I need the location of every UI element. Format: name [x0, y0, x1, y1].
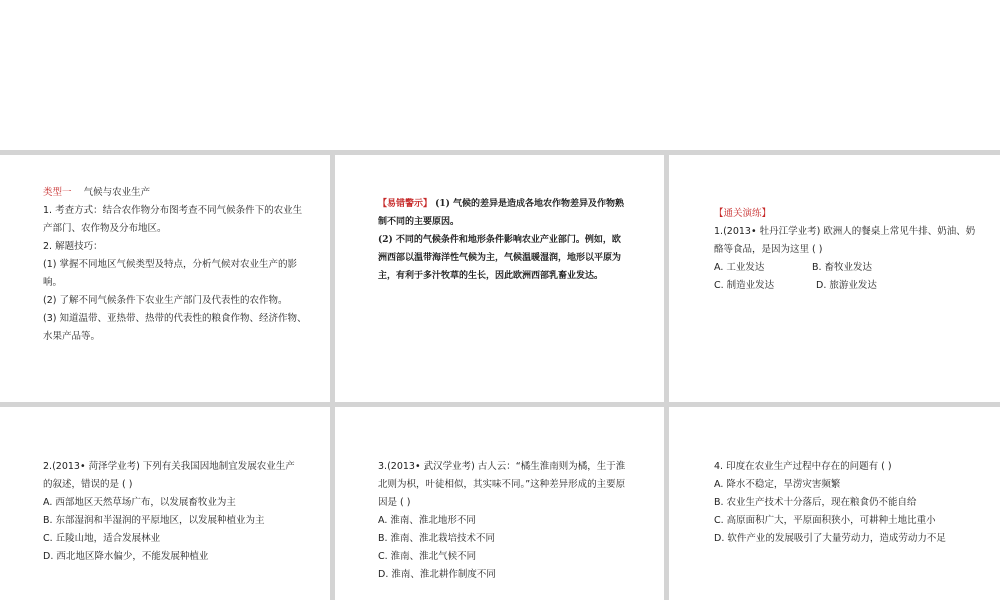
- option-c: C. 丘陵山地，适合发展林业: [43, 533, 161, 544]
- question-line: 2.(2013• 菏泽学业考) 下列有关我国因地制宜发展农业生产: [43, 461, 295, 472]
- panel1-line: 响。: [43, 277, 63, 288]
- panel1-line: 2. 解题技巧：: [43, 241, 103, 252]
- option-c: C. 制造业发达: [714, 280, 775, 291]
- panel1-line: (1) 掌握不同地区气候类型及特点，分析气候对农业生产的影: [43, 259, 297, 270]
- panel-practice-q1: [714, 205, 994, 295]
- question-line: 因是 ( ): [378, 497, 411, 508]
- panel1-line: 1. 考查方式：结合农作物分布图考查不同气候条件下的农业生: [43, 205, 303, 216]
- heading-tag: 类型一: [43, 187, 72, 198]
- panel-practice-q4: [714, 458, 994, 548]
- option-a: A. 工业发达: [714, 262, 765, 273]
- option-b: B. 畜牧业发达: [812, 262, 873, 273]
- panel1-line: (3) 知道温带、亚热带、热带的代表性的粮食作物、经济作物、: [43, 313, 307, 324]
- panel2-first-line: [378, 195, 660, 213]
- divider-top: [0, 150, 1000, 155]
- panel2-line: 主，有利于多汁牧草的生长，因此欧洲西部乳畜业发达。: [378, 271, 604, 281]
- option-d: D. 淮南、淮北耕作制度不同: [378, 569, 496, 580]
- option-row: [714, 277, 994, 295]
- option-a: A. 淮南、淮北地形不同: [378, 515, 476, 526]
- option-c: C. 高原面积广大，平原面积狭小，可耕种土地比重小: [714, 515, 936, 526]
- option-c: C. 淮南、淮北气候不同: [378, 551, 477, 562]
- warning-text: (1) 气候的差异是造成各地农作物差异及作物熟: [432, 199, 625, 209]
- panel2-line: 制不同的主要原因。: [378, 217, 460, 227]
- option-b: B. 农业生产技术十分落后，现在粮食仍不能自给: [714, 497, 917, 508]
- option-b: B. 淮南、淮北栽培技术不同: [378, 533, 496, 544]
- panel1-line: (2) 了解不同气候条件下农业生产部门及代表性的农作物。: [43, 295, 288, 306]
- question-line: 北则为枳，叶徒相似，其实味不同。”这种差异形成的主要原: [378, 479, 626, 490]
- option-a: A. 降水不稳定，旱涝灾害频繁: [714, 479, 841, 490]
- question-line: 4. 印度在农业生产过程中存在的问题有 ( ): [714, 461, 892, 472]
- divider-left: [330, 150, 335, 600]
- option-d: D. 旅游业发达: [816, 280, 877, 291]
- panel-climate-agriculture: [43, 184, 325, 346]
- practice-tag: 【通关演练】: [714, 208, 772, 219]
- question-line: 3.(2013• 武汉学业考) 古人云：“橘生淮南则为橘，生于淮: [378, 461, 626, 472]
- panel1-heading: [43, 184, 325, 202]
- panel-error-warning: [378, 195, 660, 285]
- panel2-line: (2) 不同的气候条件和地形条件影响农业产业部门。例如，欧: [378, 235, 621, 245]
- divider-middle: [0, 402, 1000, 407]
- panel1-line: 水果产品等。: [43, 331, 101, 342]
- option-d: D. 软件产业的发展吸引了大量劳动力，造成劳动力不足: [714, 533, 946, 544]
- warning-tag: 【易错警示】: [378, 199, 433, 209]
- question-line: 1.(2013• 牡丹江学业考) 欧洲人的餐桌上常见牛排、奶油、奶: [714, 226, 976, 237]
- option-row: [714, 259, 994, 277]
- option-d: D. 西北地区降水偏少，不能发展种植业: [43, 551, 209, 562]
- panel1-line: 产部门、农作物及分布地区。: [43, 223, 167, 234]
- panel-practice-q2: [43, 458, 325, 566]
- panel2-line: 洲西部以温带海洋性气候为主，气候温暖湿润，地形以平原为: [378, 253, 622, 263]
- option-a: A. 西部地区天然草场广布，以发展畜牧业为主: [43, 497, 236, 508]
- option-b: B. 东部湿润和半湿润的平原地区，以发展种植业为主: [43, 515, 265, 526]
- question-line: 酪等食品，是因为这里 ( ): [714, 244, 823, 255]
- divider-right: [664, 150, 669, 600]
- heading-title: 气候与农业生产: [83, 187, 151, 198]
- question-line: 的叙述，错误的是 ( ): [43, 479, 133, 490]
- panel-practice-q3: [378, 458, 660, 584]
